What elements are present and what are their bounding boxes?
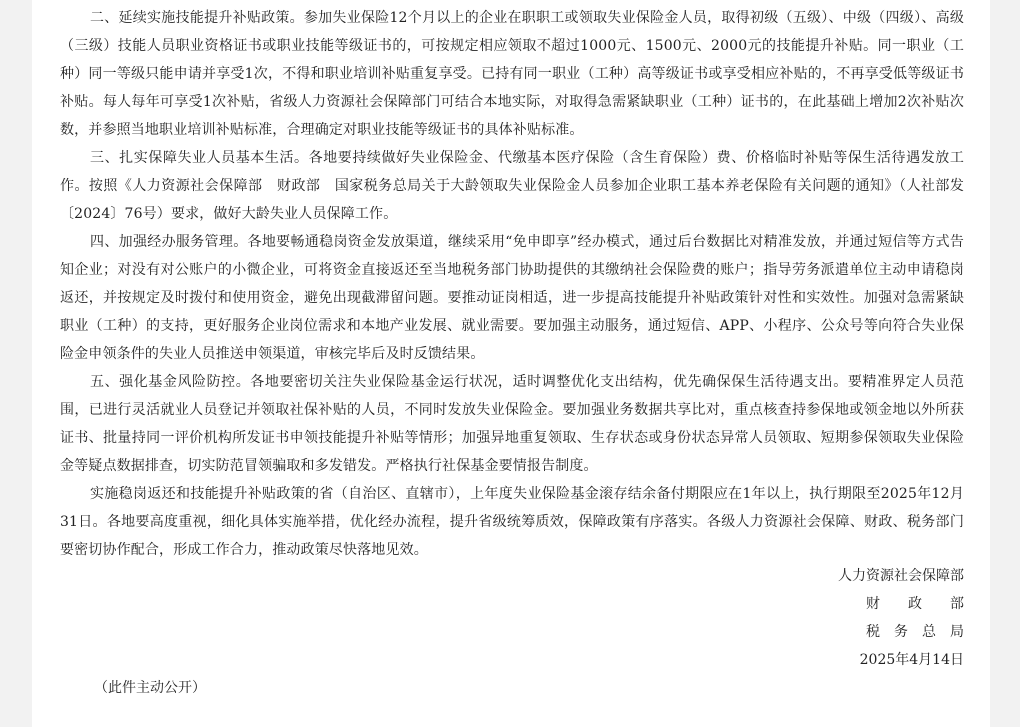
document-date: 2025年4月14日 [859, 652, 964, 668]
paragraph-service-management: 四、加强经办服务管理。各地要畅通稳岗资金发放渠道，继续采用“免申即享”经办模式，通过后台数据比对精准发放，并通过短信等方式告知企业；对没有对公账户的小微企业，可将资金直接返还至当地税务部门协助提供的其缴纳社会保险费的账户；指导劳务派遣单位主动申请稳岗返还，并按规定及时拨付和使用资金，避免出现截滞留问题。要推动证岗相适，进一步提高技能提升补贴政策针对性和实效性。加强对急需紧缺职业（工种）的支持，更好服务企业岗位需求和本地产业发展、就业需要。要加强主动服务，通过短信、APP、小程序、公众号等向符合失业保险金申领条件的失业人员推送申领渠道，审核完毕后及时反馈结果。 [60, 234, 964, 362]
document-page [32, 0, 990, 727]
signatory-mohrss: 人力资源社会保障部 [838, 568, 964, 584]
paragraph-skill-subsidy: 二、延续实施技能提升补贴政策。参加失业保险12个月以上的企业在职职工或领取失业保险金人员，取得初级（五级）、中级（四级）、高级（三级）技能人员职业资格证书或职业技能等级证书的，可按规定相应领取不超过1000元、1500元、2000元的技能提升补贴。同一职业（工种）同一等级只能申请并享受1次，不得和职业培训补贴重复享受。已持有同一职业（工种）高等级证书或享受相应补贴的，不再享受低等级证书补贴。每人每年可享受1次补贴，省级人力资源社会保障部门可结合本地实际，对取得急需紧缺职业（工种）证书的，在此基础上增加2次补贴次数，并参照当地职业培训补贴标准，合理确定对职业技能等级证书的具体补贴标准。 [60, 10, 964, 138]
publication-note: （此件主动公开） [94, 680, 206, 696]
paragraph-basic-living: 三、扎实保障失业人员基本生活。各地要持续做好失业保险金、代缴基本医疗保险（含生育保险）费、价格临时补贴等保生活待遇发放工作。按照《人力资源社会保障部 财政部 国家税务总局关于大龄领取失业保险金人员参加企业职工基本养老保险有关问题的通知》（人社部发〔2024〕76号）要求，做好大龄失业人员保障工作。 [60, 150, 964, 222]
signature-block [804, 562, 964, 674]
signatory-sta: 税 务 总 局 [866, 624, 964, 640]
document-body [60, 4, 964, 564]
signatory-mof: 财 政 部 [866, 596, 964, 612]
paragraph-risk-control: 五、强化基金风险防控。各地要密切关注失业保险基金运行状况，适时调整优化支出结构，优先确保保生活待遇支出。要精准界定人员范围，已进行灵活就业人员登记并领取社保补贴的人员，不同时发放失业保险金。要加强业务数据共享比对，重点核查持参保地或领金地以外所获证书、批量持同一评价机构所发证书申领技能提升补贴等情形；加强异地重复领取、生存状态或身份状态异常人员领取、短期参保领取失业保险金等疑点数据排查，切实防范冒领骗取和多发错发。严格执行社保基金要情报告制度。 [60, 374, 964, 474]
paragraph-implementation: 实施稳岗返还和技能提升补贴政策的省（自治区、直辖市），上年度失业保险基金滚存结余备付期限应在1年以上，执行期限至2025年12月31日。各地要高度重视，细化具体实施举措，优化经办流程，提升省级统筹质效，保障政策有序落实。各级人力资源社会保障、财政、税务部门要密切协作配合，形成工作合力，推动政策尽快落地见效。 [60, 486, 964, 558]
